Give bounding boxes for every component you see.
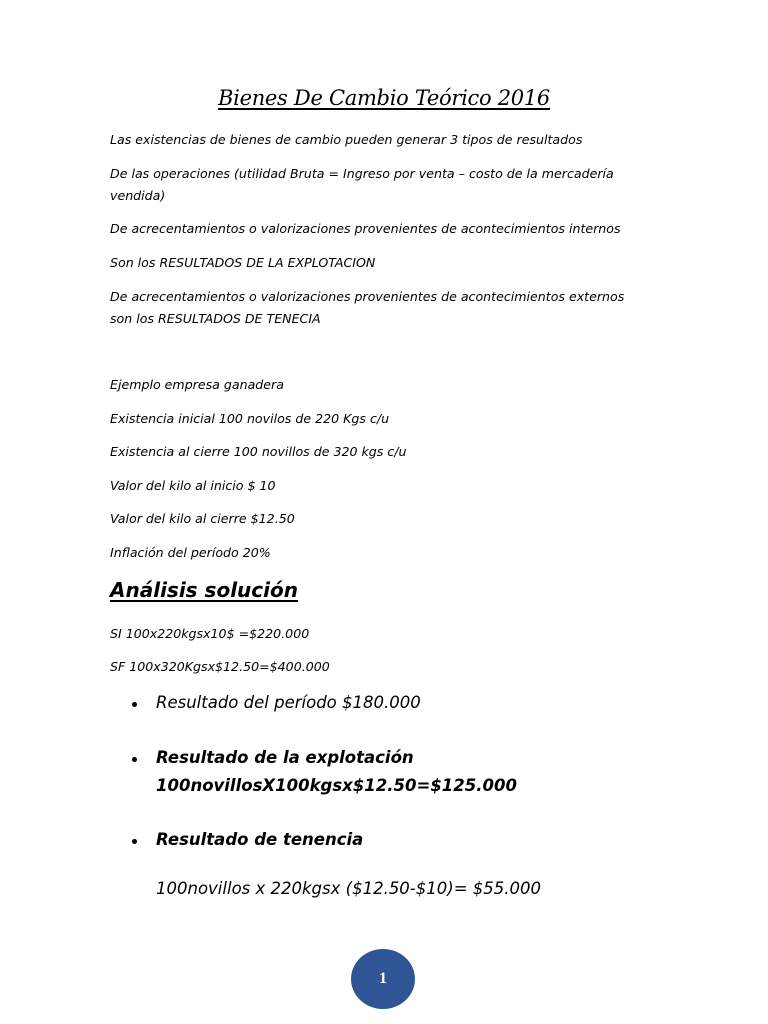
example-line: Inflación del período 20%	[110, 545, 271, 560]
intro-paragraph: De las operaciones (utilidad Bruta = Ingreso por venta – costo de la mercadería vendida)	[110, 166, 614, 203]
solution-line-sf: SF 100x320Kgsx$12.50=$400.000	[110, 659, 330, 674]
intro-paragraph: Son los RESULTADOS DE LA EXPLOTACION	[110, 255, 376, 270]
bullet-exploitation-value: 100novillosX100kgsx$12.50=$125.000	[156, 776, 517, 795]
bullet-holding-value: 100novillos x 220kgsx ($12.50-$10)= $55.000	[156, 879, 541, 898]
solution-line-si: SI 100x220kgsx10$ =$220.000	[110, 626, 310, 641]
page-title: Bienes De Cambio Teórico 2016	[218, 86, 550, 110]
intro-paragraph: De acrecentamientos o valorizaciones provenientes de acontecimientos externos son los RESULTADOS DE TENECIA	[110, 289, 625, 326]
intro-paragraph: Las existencias de bienes de cambio pueden generar 3 tipos de resultados	[110, 132, 583, 147]
bullet-exploitation-title: Resultado de la explotación	[156, 748, 414, 767]
bullet-dot-icon	[132, 702, 140, 710]
bullet-dot-icon	[132, 839, 140, 847]
example-line: Ejemplo empresa ganadera	[110, 377, 284, 392]
intro-paragraph: De acrecentamientos o valorizaciones provenientes de acontecimientos internos	[110, 221, 621, 236]
bullet-holding-title: Resultado de tenencia	[156, 830, 364, 849]
example-line: Valor del kilo al cierre $12.50	[110, 511, 295, 526]
example-line: Valor del kilo al inicio $ 10	[110, 478, 276, 493]
bullet-period-result: Resultado del período $180.000	[156, 693, 421, 712]
example-line: Existencia inicial 100 novilos de 220 Kgs c/u	[110, 411, 390, 426]
solution-heading: Análisis solución	[110, 578, 298, 602]
example-line: Existencia al cierre 100 novillos de 320 kgs c/u	[110, 444, 407, 459]
page-number-badge: 1	[351, 949, 415, 1009]
bullet-dot-icon	[132, 757, 140, 765]
